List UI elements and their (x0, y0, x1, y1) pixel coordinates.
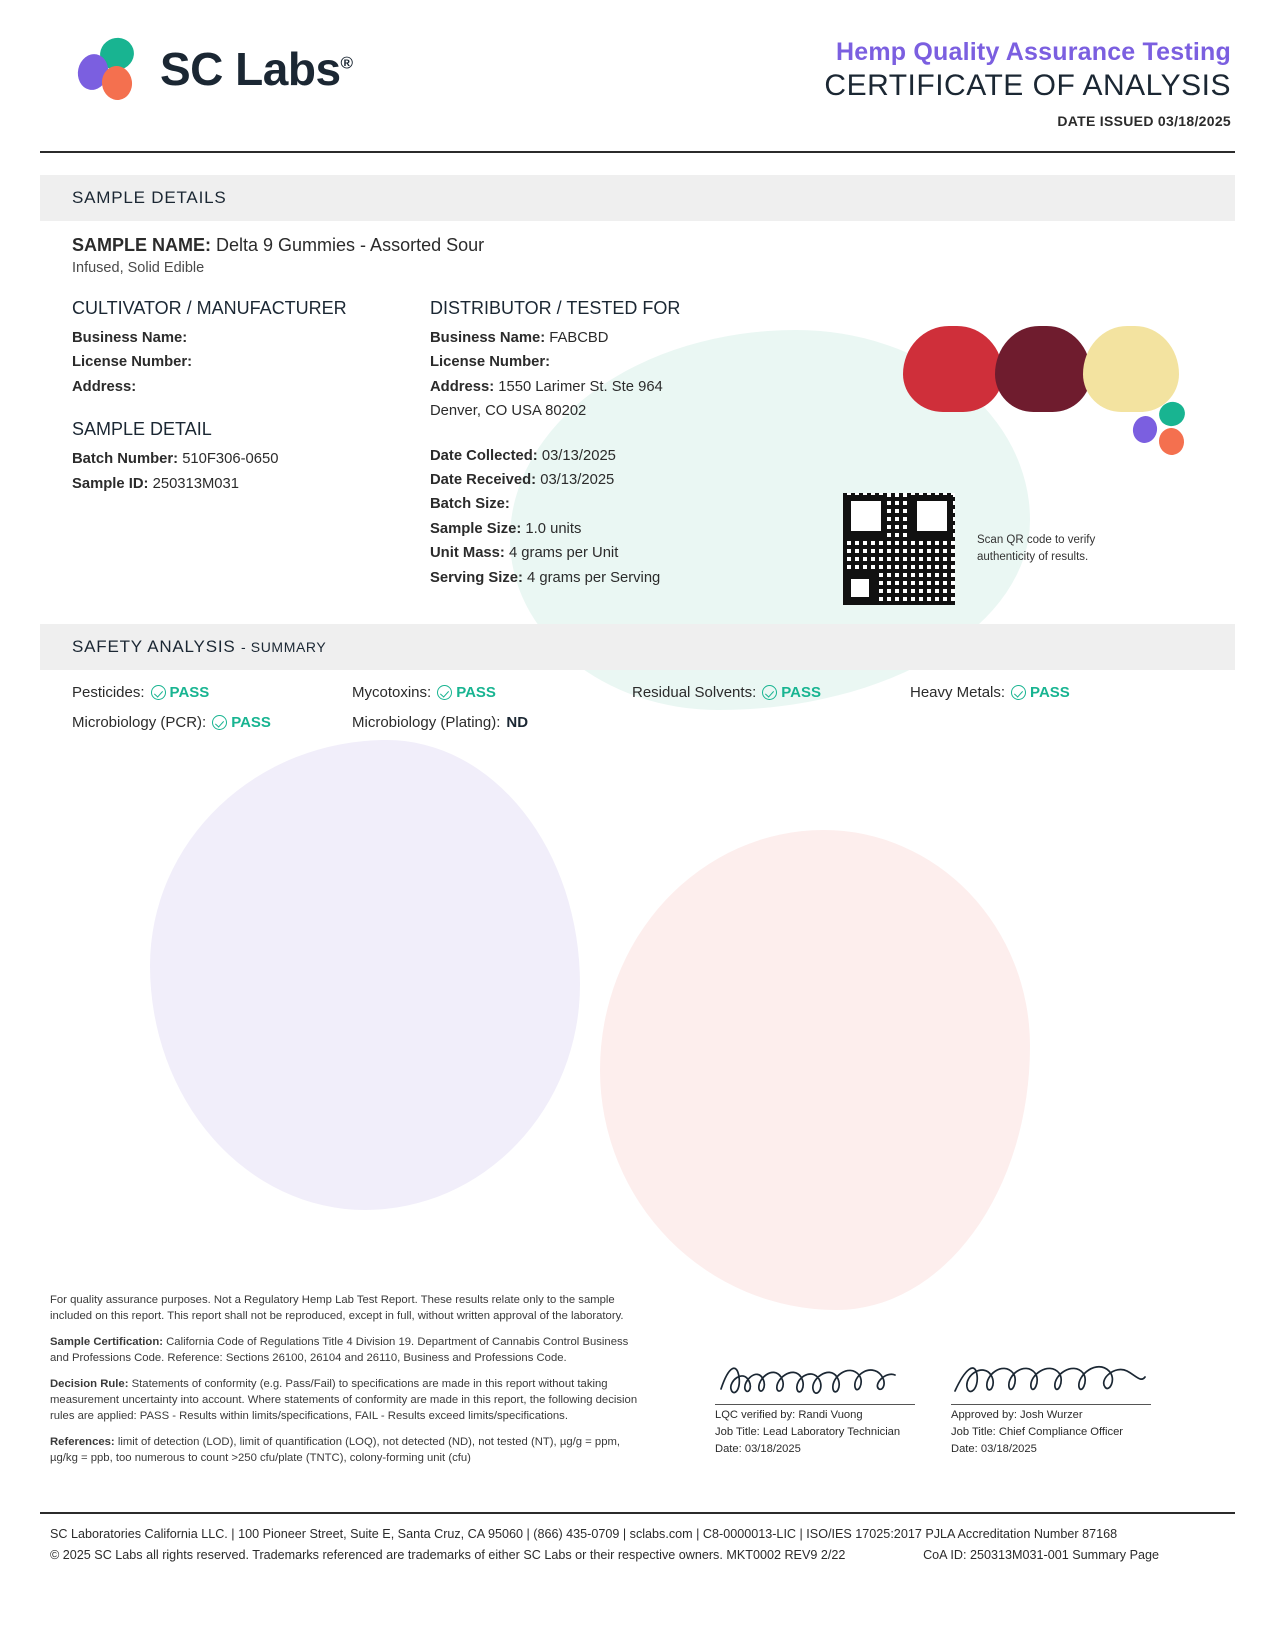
page-title: CERTIFICATE OF ANALYSIS (824, 69, 1231, 102)
section-subtitle-safety-analysis: - SUMMARY (241, 639, 327, 656)
date-received-value: 03/13/2025 (540, 472, 615, 489)
section-header-sample-details (40, 175, 1235, 221)
safety-status-mycotoxins (437, 684, 496, 701)
sample-size (430, 517, 790, 541)
logo-text: SC Labs (160, 43, 341, 95)
qr-verification (843, 493, 1107, 605)
safety-value-microbiology-plating: ND (506, 714, 529, 732)
distributor-heading: DISTRIBUTOR / TESTED FOR (430, 298, 681, 318)
gummy-red (903, 326, 1003, 412)
safety-item-pesticides (72, 684, 352, 701)
verified-by-technician: LQC verified by: Randi Vuong (715, 1409, 863, 1421)
qr-caption-line2: authenticity of results. (977, 551, 1089, 563)
safety-item-heavy-metals (910, 684, 1110, 701)
safety-item-microbiology-plating (352, 714, 632, 731)
signature-date-compliance: Date: 03/18/2025 (951, 1442, 1037, 1455)
legal-decision-text: Statements of conformity (e.g. Pass/Fail) to specifications are made in this report without taking measurement uncertainty into account. Where statements of conformity are made in this report, the following decision rules are applied: PASS - Results within limits/specifications, FAIL - Results exceed limits/specifications. (50, 1377, 638, 1423)
check-circle-icon (212, 715, 227, 730)
legal-references (50, 1434, 650, 1467)
logo-wordmark (160, 42, 353, 96)
sample-details-body (40, 235, 1235, 590)
batch-number-value: 510F306-0650 (182, 451, 279, 468)
sc-labs-logo (40, 38, 353, 100)
safety-value-microbiology-pcr: PASS (231, 714, 271, 732)
safety-analysis-body (40, 684, 1235, 731)
unit-mass-label: Unit Mass: (430, 545, 505, 562)
product-media-column (790, 298, 1203, 590)
safety-label-pesticides: Pesticides: (72, 684, 145, 702)
safety-label-mycotoxins: Mycotoxins: (352, 684, 432, 702)
cultivator-license-label: License Number: (72, 354, 193, 371)
legal-references-label: References: (50, 1435, 115, 1448)
unit-mass-value: 4 grams per Unit (508, 545, 619, 562)
sample-detail-block (72, 419, 430, 496)
batch-size-label: Batch Size: (430, 496, 510, 513)
safety-value-mycotoxins: PASS (456, 684, 496, 702)
sample-size-label: Sample Size: (430, 520, 522, 537)
sample-name-row (72, 235, 1203, 256)
legal-text (50, 1292, 650, 1475)
check-circle-icon (762, 685, 777, 700)
date-collected-value: 03/13/2025 (541, 447, 616, 464)
signature-image-compliance (951, 1355, 1151, 1401)
legal-certification-text: California Code of Regulations Title 4 Division 19. Department of Cannabis Control Business and Professions Code. Reference: Sections 26100, 26104 and 26110, Business and Professions Code. (50, 1335, 629, 1365)
safety-row-2 (72, 714, 1203, 731)
distributor-business-name-label: Business Name: (430, 330, 546, 346)
distributor-address-label: Address: (430, 378, 495, 395)
legal-decision-rule (50, 1376, 650, 1425)
report-type-title: Hemp Quality Assurance Testing (836, 38, 1231, 66)
distributor-address (430, 375, 790, 399)
sc-labs-logo-icon (78, 38, 146, 100)
signature-line (715, 1404, 915, 1405)
signature-line (951, 1404, 1151, 1405)
section-header-safety-analysis (40, 624, 1235, 670)
date-received (430, 468, 790, 492)
footer-text (0, 1514, 1275, 1566)
document-header (40, 0, 1235, 151)
legal-decision-label: Decision Rule: (50, 1377, 129, 1390)
safety-label-microbiology-pcr: Microbiology (PCR): (72, 714, 207, 732)
cultivator-fields (72, 326, 430, 399)
check-circle-icon (437, 685, 452, 700)
serving-size-label: Serving Size: (430, 569, 523, 586)
header-divider (40, 151, 1235, 153)
document-footer (0, 1512, 1275, 1566)
safety-status-residual-solvents (762, 684, 821, 701)
sample-name-label: SAMPLE NAME: (72, 235, 211, 255)
legal-certification (50, 1334, 650, 1367)
signature-area (715, 1355, 1151, 1457)
unit-mass (430, 541, 790, 565)
coa-document (0, 0, 1275, 731)
safety-value-residual-solvents: PASS (781, 684, 821, 702)
safety-row-1 (72, 684, 1203, 701)
gummy-yellow (1083, 326, 1179, 412)
registered-trademark-icon: ® (340, 53, 353, 73)
date-received-label: Date Received: (430, 472, 537, 489)
header-titles (824, 38, 1235, 129)
qr-caption (977, 532, 1107, 565)
gummy-purple (995, 326, 1091, 412)
cultivator-license (72, 350, 430, 374)
batch-number-label: Batch Number: (72, 451, 179, 468)
distributor-address-line2: Denver, CO USA 80202 (430, 403, 587, 420)
footer-copyright: © 2025 SC Labs all rights reserved. Trademarks referenced are trademarks of either SC Labs or their respective owners. MKT0002 REV9 2/22 (50, 1547, 846, 1562)
distributor-license-label: License Number: (430, 354, 551, 371)
batch-number (72, 447, 430, 471)
safety-label-residual-solvents: Residual Solvents: (632, 684, 757, 702)
safety-status-pesticides (151, 684, 210, 701)
signature-text-compliance (951, 1405, 1151, 1457)
sample-id-value: 250313M031 (152, 475, 239, 492)
legal-references-text: limit of detection (LOD), limit of quantification (LOQ), not detected (ND), not tested (NT), µg/g = ppm, µg/kg = ppb, too numerous to count >250 cfu/plate (TNTC), colony-forming unit (cfu) (50, 1435, 621, 1464)
cultivator-business-name (72, 326, 430, 350)
signature-image-technician (715, 1355, 915, 1401)
distributor-column (430, 298, 790, 590)
signature-text-technician (715, 1405, 915, 1457)
cultivator-heading: CULTIVATOR / MANUFACTURER (72, 298, 347, 318)
job-title-compliance: Job Title: Chief Compliance Officer (951, 1425, 1124, 1438)
cultivator-business-name-label: Business Name: (72, 330, 188, 346)
product-photo (867, 316, 1197, 466)
signature-block-compliance (951, 1355, 1151, 1457)
cultivator-address-label: Address: (72, 378, 137, 395)
distributor-dates-block (430, 444, 790, 590)
footer-line-2 (50, 1545, 1225, 1566)
job-title-technician: Job Title: Lead Laboratory Technician (715, 1425, 901, 1438)
distributor-business-name (430, 326, 790, 350)
section-title-safety-analysis: SAFETY ANALYSIS (72, 637, 236, 657)
safety-item-microbiology-pcr (72, 714, 352, 731)
footer-coa-id: CoA ID: 250313M031-001 Summary Page (923, 1547, 1159, 1562)
signature-block-technician (715, 1355, 915, 1457)
distributor-address-line1: 1550 Larimer St. Ste 964 (498, 378, 663, 395)
qr-code-icon[interactable] (843, 493, 955, 605)
cultivator-column (72, 298, 430, 590)
serving-size (430, 566, 790, 590)
safety-status-microbiology-pcr (212, 714, 271, 731)
batch-size (430, 492, 790, 516)
legal-certification-label: Sample Certification: (50, 1335, 163, 1348)
sample-id-label: Sample ID: (72, 475, 149, 492)
signature-date-technician: Date: 03/18/2025 (715, 1442, 801, 1455)
distributor-business-name-value: FABCBD (549, 330, 609, 346)
safety-item-residual-solvents (632, 684, 910, 701)
qr-caption-line1: Scan QR code to verify (977, 534, 1096, 547)
safety-label-heavy-metals: Heavy Metals: (910, 684, 1006, 702)
date-collected-label: Date Collected: (430, 447, 538, 464)
section-title-sample-details: SAMPLE DETAILS (72, 188, 227, 207)
check-circle-icon (1011, 685, 1026, 700)
cultivator-address (72, 375, 430, 399)
safety-label-microbiology-plating: Microbiology (Plating): (352, 714, 501, 732)
sample-subtitle: Infused, Solid Edible (72, 260, 205, 276)
decorative-blob-pink (600, 830, 1030, 1310)
sample-size-value: 1.0 units (525, 520, 582, 537)
legal-disclaimer: For quality assurance purposes. Not a Regulatory Hemp Lab Test Report. These results relate only to the sample included on this report. This report shall not be reproduced, except in full, without written approval of the laboratory. (50, 1294, 624, 1323)
date-collected (430, 444, 790, 468)
sample-id (72, 472, 430, 496)
safety-value-heavy-metals: PASS (1030, 684, 1070, 702)
check-circle-icon (151, 685, 166, 700)
footer-line-1: SC Laboratories California LLC. | 100 Pioneer Street, Suite E, Santa Cruz, CA 95060 | (866) 435-0709 | sclabs.com | C8-0000013-LIC | ISO/IES 17025:2017 PJLA Accreditation Number 87168 (50, 1527, 1118, 1541)
safety-value-pesticides: PASS (169, 684, 210, 702)
date-issued: DATE ISSUED 03/18/2025 (1057, 113, 1231, 129)
safety-item-mycotoxins (352, 684, 632, 701)
serving-size-value: 4 grams per Serving (527, 569, 661, 586)
safety-status-heavy-metals (1011, 684, 1070, 701)
sample-details-columns (72, 298, 1203, 590)
distributor-license (430, 350, 790, 374)
brand-dots-icon (1133, 402, 1197, 460)
sample-detail-heading: SAMPLE DETAIL (72, 419, 212, 440)
approved-by-compliance: Approved by: Josh Wurzer (951, 1409, 1083, 1421)
decorative-blob-purple (150, 740, 580, 1210)
sample-name-value: Delta 9 Gummies - Assorted Sour (216, 235, 485, 255)
